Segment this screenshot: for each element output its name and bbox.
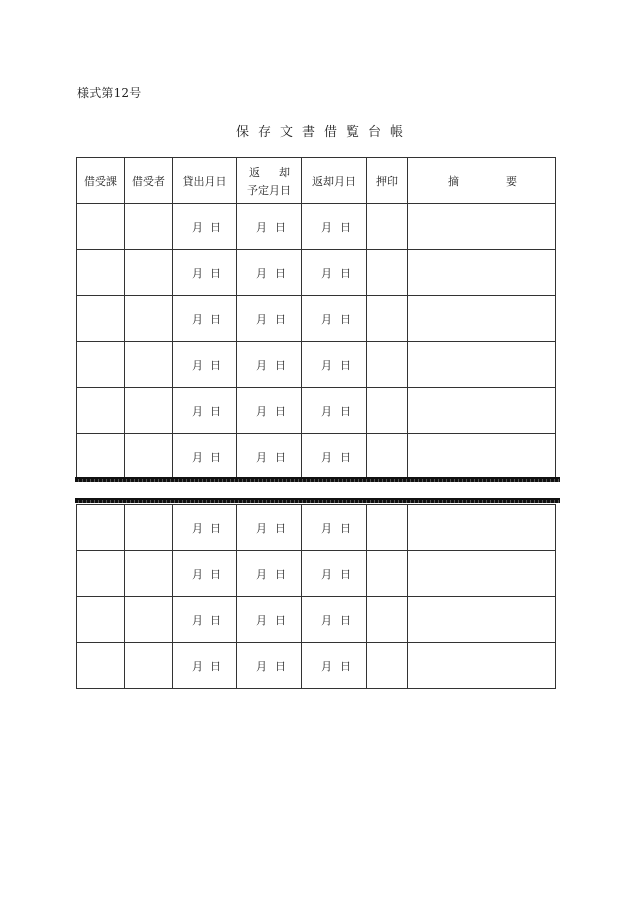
- cell-borrower[interactable]: [125, 204, 173, 250]
- cell-lend-date[interactable]: [173, 597, 237, 643]
- cell-lend-date[interactable]: [173, 643, 237, 689]
- cell-borrower[interactable]: [125, 643, 173, 689]
- cell-return-plan-date[interactable]: [237, 434, 302, 480]
- cell-return-date[interactable]: [302, 597, 367, 643]
- cell-return-date[interactable]: [302, 342, 367, 388]
- month-label: 月: [256, 567, 267, 581]
- table-row: [77, 597, 556, 643]
- month-label: 月: [321, 659, 332, 673]
- cell-lend-date[interactable]: [173, 204, 237, 250]
- header-return-plan-char-1: 返: [249, 165, 260, 179]
- cell-return-date[interactable]: [302, 505, 367, 551]
- month-label: 月: [256, 220, 267, 234]
- month-label: 月: [321, 404, 332, 418]
- cell-borrower-dept[interactable]: [77, 551, 125, 597]
- month-label: 月: [256, 613, 267, 627]
- month-label: 月: [256, 266, 267, 280]
- cell-memo[interactable]: [408, 296, 556, 342]
- month-label: 月: [192, 312, 203, 326]
- cell-return-date[interactable]: [302, 434, 367, 480]
- ledger-table-top: [76, 157, 556, 480]
- day-label: 日: [210, 450, 221, 464]
- cell-seal[interactable]: [367, 342, 408, 388]
- cell-borrower[interactable]: [125, 505, 173, 551]
- cell-borrower-dept[interactable]: [77, 643, 125, 689]
- month-label: 月: [321, 450, 332, 464]
- day-label: 日: [275, 567, 286, 581]
- cell-memo[interactable]: [408, 597, 556, 643]
- day-label: 日: [340, 659, 351, 673]
- cell-return-plan-date[interactable]: [237, 204, 302, 250]
- header-memo-char-2: 要: [506, 174, 517, 188]
- day-label: 日: [275, 312, 286, 326]
- day-label: 日: [210, 358, 221, 372]
- day-label: 日: [210, 312, 221, 326]
- day-label: 日: [340, 521, 351, 535]
- cell-lend-date[interactable]: [173, 434, 237, 480]
- cell-borrower-dept[interactable]: [77, 296, 125, 342]
- form-number: 様式第12号: [77, 86, 142, 100]
- table-row: [77, 643, 556, 689]
- cell-seal[interactable]: [367, 505, 408, 551]
- cell-return-date[interactable]: [302, 250, 367, 296]
- day-label: 日: [340, 450, 351, 464]
- cell-borrower-dept[interactable]: [77, 434, 125, 480]
- header-borrower: 借受者: [125, 158, 173, 204]
- month-label: 月: [192, 521, 203, 535]
- cell-lend-date[interactable]: [173, 296, 237, 342]
- table-row: [77, 505, 556, 551]
- header-return-plan-line-2: 予定月日: [247, 183, 291, 197]
- month-label: 月: [192, 450, 203, 464]
- cell-borrower-dept[interactable]: [77, 204, 125, 250]
- day-label: 日: [275, 450, 286, 464]
- month-label: 月: [321, 312, 332, 326]
- day-label: 日: [275, 266, 286, 280]
- day-label: 日: [340, 567, 351, 581]
- cell-return-plan-date[interactable]: [237, 505, 302, 551]
- cell-return-plan-date[interactable]: [237, 388, 302, 434]
- table-row: [77, 388, 556, 434]
- cell-lend-date[interactable]: [173, 551, 237, 597]
- day-label: 日: [210, 220, 221, 234]
- cell-memo[interactable]: [408, 250, 556, 296]
- day-label: 日: [340, 358, 351, 372]
- section-break-line-lower: [75, 498, 560, 503]
- day-label: 日: [275, 613, 286, 627]
- cell-borrower-dept[interactable]: [77, 250, 125, 296]
- cell-seal[interactable]: [367, 551, 408, 597]
- month-label: 月: [192, 358, 203, 372]
- day-label: 日: [210, 613, 221, 627]
- cell-seal[interactable]: [367, 204, 408, 250]
- cell-memo[interactable]: [408, 388, 556, 434]
- header-memo: [408, 158, 556, 204]
- bottom-rows: [77, 505, 556, 689]
- header-borrower-dept: 借受課: [77, 158, 125, 204]
- cell-return-date[interactable]: [302, 643, 367, 689]
- month-label: 月: [192, 404, 203, 418]
- day-label: 日: [210, 567, 221, 581]
- header-memo-char-1: 摘: [448, 174, 459, 188]
- cell-borrower[interactable]: [125, 388, 173, 434]
- day-label: 日: [340, 266, 351, 280]
- section-break-line-upper: [75, 477, 560, 482]
- cell-borrower[interactable]: [125, 551, 173, 597]
- day-label: 日: [210, 404, 221, 418]
- cell-borrower[interactable]: [125, 296, 173, 342]
- cell-borrower[interactable]: [125, 250, 173, 296]
- day-label: 日: [340, 220, 351, 234]
- cell-memo[interactable]: [408, 342, 556, 388]
- cell-seal[interactable]: [367, 643, 408, 689]
- table-row: [77, 342, 556, 388]
- month-label: 月: [321, 567, 332, 581]
- cell-return-date[interactable]: [302, 551, 367, 597]
- header-row: [77, 158, 556, 204]
- cell-memo[interactable]: [408, 204, 556, 250]
- cell-seal[interactable]: [367, 434, 408, 480]
- day-label: 日: [275, 521, 286, 535]
- cell-borrower[interactable]: [125, 434, 173, 480]
- ledger-table-bottom: [76, 504, 556, 689]
- month-label: 月: [192, 567, 203, 581]
- cell-return-date[interactable]: [302, 296, 367, 342]
- cell-memo[interactable]: [408, 434, 556, 480]
- header-seal: 押印: [367, 158, 408, 204]
- table-row: [77, 204, 556, 250]
- cell-borrower-dept[interactable]: [77, 505, 125, 551]
- table-row: [77, 296, 556, 342]
- cell-seal[interactable]: [367, 250, 408, 296]
- month-label: 月: [321, 358, 332, 372]
- table-row: [77, 250, 556, 296]
- table-row: [77, 551, 556, 597]
- day-label: 日: [275, 220, 286, 234]
- month-label: 月: [321, 521, 332, 535]
- cell-seal[interactable]: [367, 388, 408, 434]
- cell-borrower-dept[interactable]: [77, 342, 125, 388]
- cell-return-date[interactable]: [302, 204, 367, 250]
- header-return-date: 返却月日: [302, 158, 367, 204]
- month-label: 月: [192, 266, 203, 280]
- cell-lend-date[interactable]: [173, 250, 237, 296]
- day-label: 日: [210, 266, 221, 280]
- month-label: 月: [321, 266, 332, 280]
- month-label: 月: [256, 404, 267, 418]
- cell-borrower[interactable]: [125, 597, 173, 643]
- month-label: 月: [321, 220, 332, 234]
- day-label: 日: [340, 613, 351, 627]
- month-label: 月: [321, 613, 332, 627]
- cell-lend-date[interactable]: [173, 388, 237, 434]
- cell-lend-date[interactable]: [173, 342, 237, 388]
- cell-borrower-dept[interactable]: [77, 388, 125, 434]
- month-label: 月: [192, 659, 203, 673]
- month-label: 月: [256, 358, 267, 372]
- day-label: 日: [275, 404, 286, 418]
- day-label: 日: [275, 659, 286, 673]
- header-return-plan: [237, 158, 302, 204]
- cell-memo[interactable]: [408, 551, 556, 597]
- cell-return-plan-date[interactable]: [237, 342, 302, 388]
- cell-borrower-dept[interactable]: [77, 597, 125, 643]
- day-label: 日: [340, 312, 351, 326]
- month-label: 月: [256, 521, 267, 535]
- header-lend-date: 貸出月日: [173, 158, 237, 204]
- day-label: 日: [210, 659, 221, 673]
- month-label: 月: [256, 450, 267, 464]
- cell-memo[interactable]: [408, 505, 556, 551]
- month-label: 月: [192, 220, 203, 234]
- day-label: 日: [340, 404, 351, 418]
- cell-borrower[interactable]: [125, 342, 173, 388]
- header-return-plan-char-2: 却: [279, 165, 290, 179]
- top-rows: [77, 204, 556, 480]
- cell-return-plan-date[interactable]: [237, 250, 302, 296]
- table-row: [77, 434, 556, 480]
- cell-return-plan-date[interactable]: [237, 597, 302, 643]
- day-label: 日: [275, 358, 286, 372]
- cell-seal[interactable]: [367, 597, 408, 643]
- cell-return-plan-date[interactable]: [237, 296, 302, 342]
- cell-return-plan-date[interactable]: [237, 551, 302, 597]
- month-label: 月: [256, 312, 267, 326]
- cell-return-date[interactable]: [302, 388, 367, 434]
- document-title: 保存文書借覧台帳: [235, 125, 412, 140]
- cell-memo[interactable]: [408, 643, 556, 689]
- cell-return-plan-date[interactable]: [237, 643, 302, 689]
- cell-lend-date[interactable]: [173, 505, 237, 551]
- month-label: 月: [192, 613, 203, 627]
- month-label: 月: [256, 659, 267, 673]
- cell-seal[interactable]: [367, 296, 408, 342]
- day-label: 日: [210, 521, 221, 535]
